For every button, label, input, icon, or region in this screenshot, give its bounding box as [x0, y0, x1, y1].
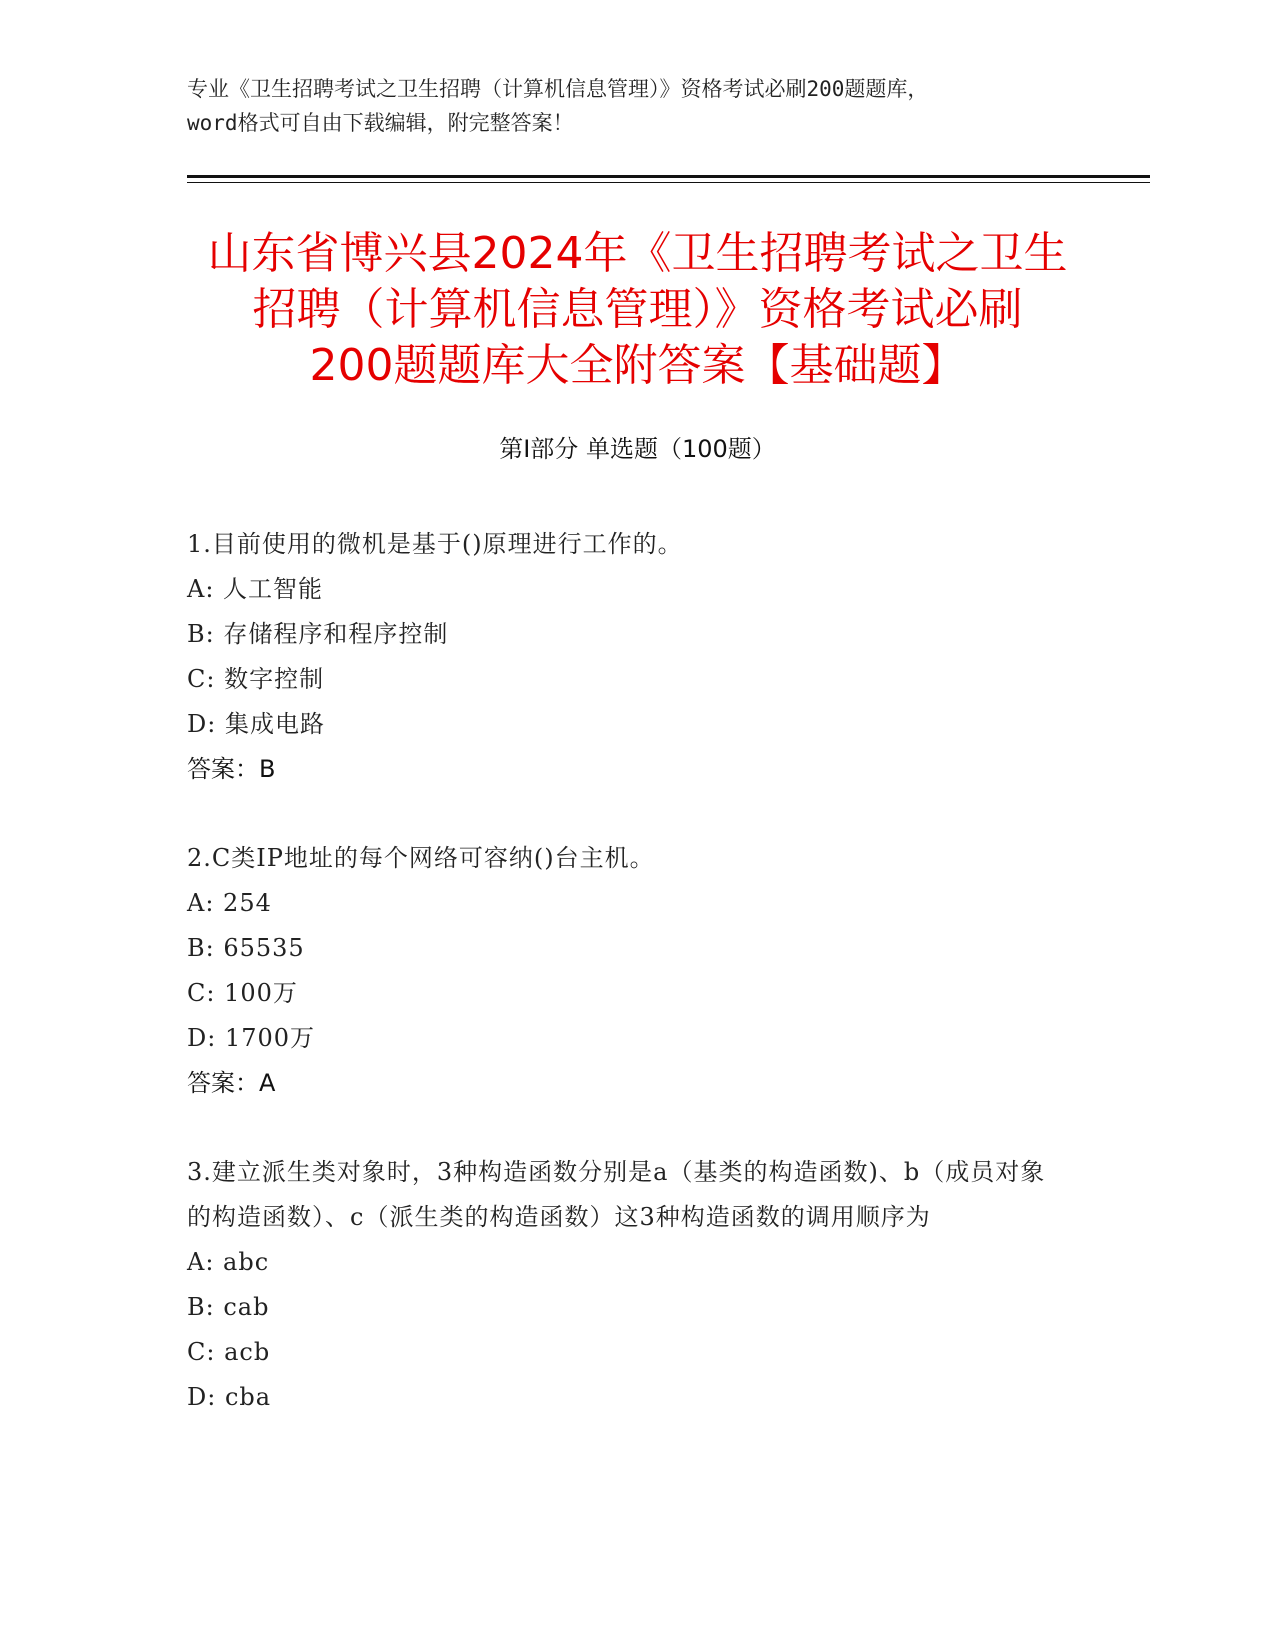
header-note [187, 72, 1087, 140]
option-a: A: 人工智能 [187, 575, 324, 603]
option-b: B: cab [187, 1293, 270, 1321]
section-heading: 第Ⅰ部分 单选题（100题） [499, 435, 776, 463]
answer: 答案：A [187, 1069, 276, 1097]
question-text: 3.建立派生类对象时，3种构造函数分别是a（基类的构造函数)、b（成员对象的构造函数）、c（派生类的构造函数）这3种构造函数的调用顺序为 [187, 1158, 1046, 1231]
option-d: D: cba [187, 1383, 272, 1411]
title-line-3: 200题题库大全附答案【基础题】 [309, 340, 966, 391]
question-1 [187, 522, 1067, 792]
question-2 [187, 836, 1067, 1106]
option-b: B: 存储程序和程序控制 [187, 620, 449, 648]
question-3 [187, 1150, 1067, 1420]
title-line-1: 山东省博兴县2024年《卫生招聘考试之卫生 [207, 228, 1068, 279]
header-rule-thick [187, 175, 1150, 178]
option-d: D: 集成电路 [187, 710, 325, 738]
option-a: A: abc [187, 1248, 270, 1276]
header-rule-thin [187, 182, 1150, 183]
question-text: 2.C类IP地址的每个网络可容纳()台主机。 [187, 844, 655, 872]
document-title [150, 226, 1125, 394]
answer: 答案：B [187, 755, 276, 783]
header-note-line-2: word格式可自由下载编辑，附完整答案！ [187, 111, 574, 135]
question-list [187, 522, 1067, 1464]
option-b: B: 65535 [187, 934, 305, 962]
header-note-line-1: 专业《卫生招聘考试之卫生招聘（计算机信息管理）》资格考试必刷200题题库， [187, 77, 929, 101]
option-a: A: 254 [187, 889, 272, 917]
question-text: 1.目前使用的微机是基于()原理进行工作的。 [187, 530, 683, 558]
option-c: C: acb [187, 1338, 271, 1366]
title-line-2: 招聘（计算机信息管理）》资格考试必刷 [252, 284, 1023, 335]
option-d: D: 1700万 [187, 1024, 316, 1052]
option-c: C: 数字控制 [187, 665, 325, 693]
option-c: C: 100万 [187, 979, 298, 1007]
